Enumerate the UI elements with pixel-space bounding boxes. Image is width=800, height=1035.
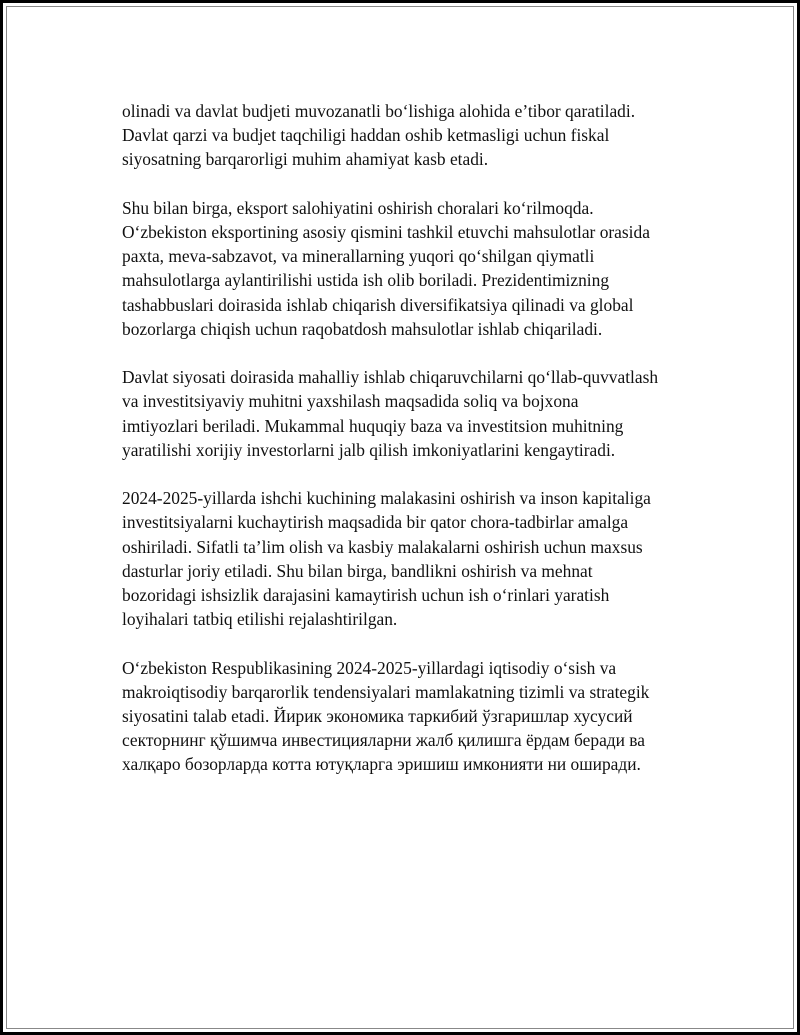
text-line: imtiyozlari beriladi. Mukammal huquqiy baza va investitsion muhitning: [122, 415, 624, 436]
text-line: loyihalari tatbiq etilishi rejalashtirilgan.: [122, 609, 398, 630]
text-line: dasturlar joriy etiladi. Shu bilan birga, bandlikni oshirish va mehnat: [122, 560, 593, 581]
paragraph-conclusion: [122, 656, 697, 777]
text-line: 2024-2025-yillarda ishchi kuchining malakasini oshirish va inson kapitaliga: [122, 488, 651, 509]
text-line: bozorlarga chiqish uchun raqobatdosh mahsulotlar ishlab chiqariladi.: [122, 318, 603, 339]
text-line: O‘zbekiston eksportining asosiy qismini tashkil etuvchi mahsulotlar orasida: [122, 222, 650, 242]
paragraph-export-potential: [122, 196, 697, 341]
text-line: investitsiyalarni kuchaytirish maqsadida bir qator chora-tadbirlar amalga: [122, 512, 629, 533]
text-line: bozoridagi ishsizlik darajasini kamaytirish uchun ish o‘rinlari yaratish: [122, 585, 610, 606]
page-frame: [6, 6, 794, 1029]
text-line: Davlat siyosati doirasida mahalliy ishlab chiqaruvchilarni qo‘llab-quvvatlash: [122, 367, 659, 388]
text-line: Shu bilan birga, eksport salohiyatini oshirish choralari ko‘rilmoqda.: [122, 197, 594, 218]
paragraph-human-capital: [122, 486, 697, 631]
text-line: tashabbuslari doirasida ishlab chiqarish diversifikatsiya qilinadi va global: [122, 294, 634, 315]
paragraph-fiscal-policy: [122, 99, 697, 172]
text-line: mahsulotlarga aylantirilishi ustida ish olib boriladi. Prezidentimizning: [122, 270, 610, 291]
text-line: секторнинг қўшимча инвестицияларни жалб қилишга ёрдам беради ва: [122, 730, 646, 751]
text-line: O‘zbekiston Respublikasining 2024-2025-yillardagi iqtisodiy o‘sish va: [122, 657, 617, 678]
text-line: халқаро бозорларда котта ютуқларга эришиш имконияти ни оширади.: [122, 754, 641, 775]
text-line: makroiqtisodiy barqarorlik tendensiyalari mamlakatning tizimli va strategik: [122, 681, 650, 702]
document-body: [122, 99, 697, 801]
text-line: Davlat qarzi va budjet taqchiligi haddan oshib ketmasligi uchun fiskal: [122, 125, 610, 146]
text-line: paxta, meva-sabzavot, va minerallarning yuqori qo‘shilgan qiymatli: [122, 246, 595, 267]
text-line: oshiriladi. Sifatli ta’lim olish va kasbiy malakalarni oshirish uchun maxsus: [122, 536, 643, 557]
text-line: siyosatning barqarorligi muhim ahamiyat kasb etadi.: [122, 149, 489, 170]
text-line: va investitsiyaviy muhitni yaxshilash maqsadida soliq va bojxona: [122, 391, 579, 412]
text-line: siyosatini talab etadi. Йирик экономика таркибий ўзгаришлар хусусий: [122, 706, 633, 727]
text-line: olinadi va davlat budjeti muvozanatli bo‘lishiga alohida e’tibor qaratiladi.: [122, 101, 636, 121]
text-line: yaratilishi xorijiy investorlarni jalb qilish imkoniyatlarini kengaytiradi.: [122, 439, 616, 460]
paragraph-investment-climate: [122, 365, 697, 462]
